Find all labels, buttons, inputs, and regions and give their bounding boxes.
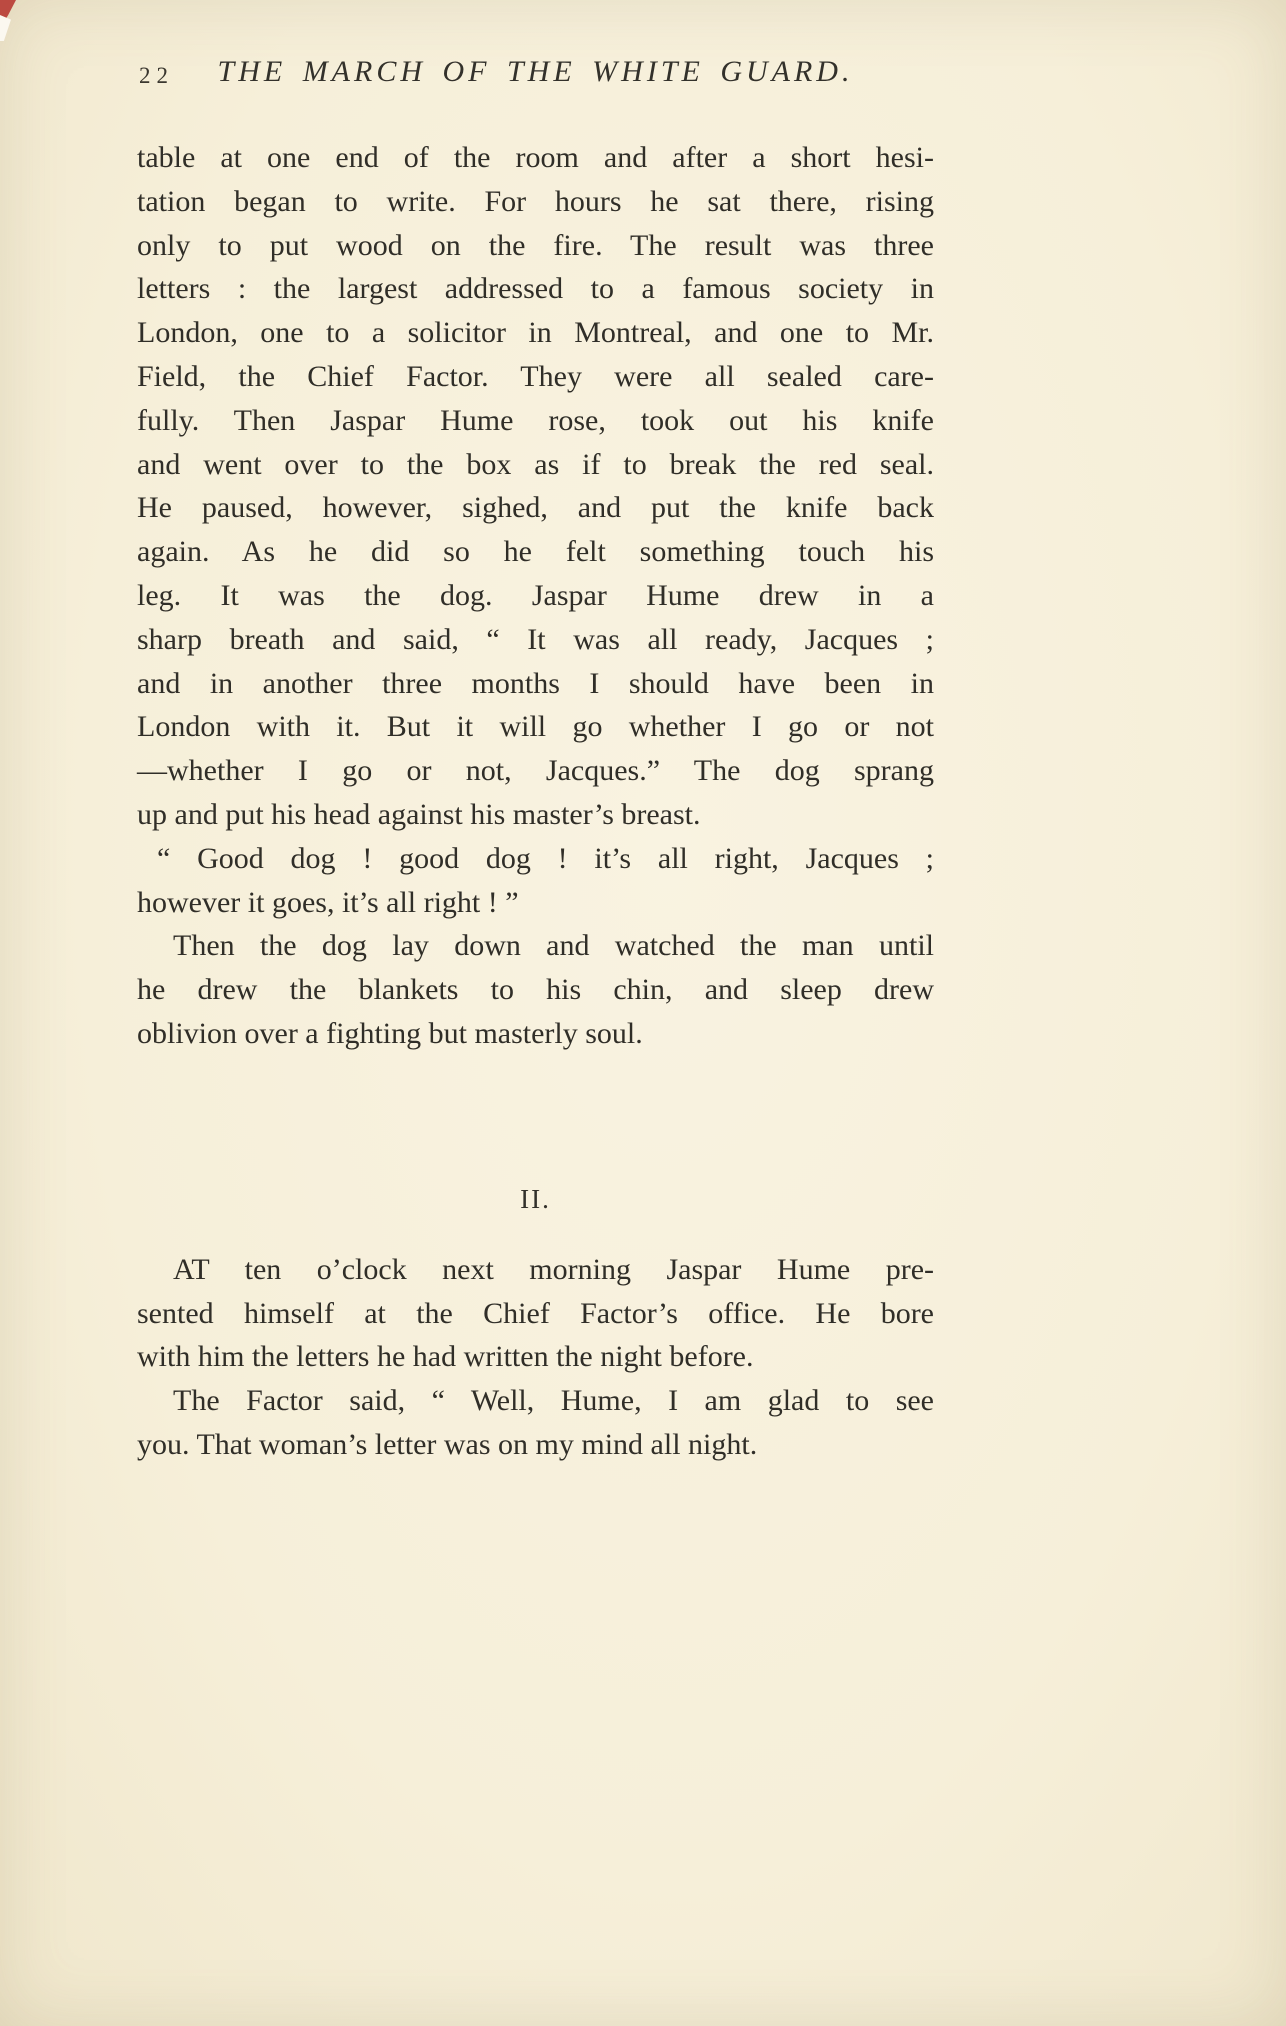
scan-corner-artifact (0, 0, 18, 44)
text-line: fully. Then Jaspar Hume rose, took out his knife (137, 403, 934, 437)
text-line: up and put his head against his master’s breast. (137, 797, 701, 831)
text-line: He paused, however, sighed, and put the knife back (137, 491, 934, 525)
text-line: tation began to write. For hours he sat there, rising (137, 184, 934, 218)
page-number: 22 (139, 63, 174, 88)
text-line: Field, the Chief Factor. They were all sealed care- (137, 359, 934, 393)
text-line: only to put wood on the fire. The result was three (137, 228, 934, 262)
page-header (137, 55, 934, 97)
paragraph-1 (137, 136, 934, 837)
text-line: again. As he did so he felt something touch his (137, 535, 934, 569)
paragraph-4 (137, 1248, 934, 1379)
text-line: you. That woman’s letter was on my mind all night. (137, 1427, 758, 1461)
text-line: AT ten o’clock next morning Jaspar Hume pre- (173, 1252, 934, 1286)
text-line: and went over to the box as if to break the red seal. (137, 447, 934, 481)
text-line: leg. It was the dog. Jaspar Hume drew in a (137, 578, 934, 612)
paragraph-3 (137, 924, 934, 1055)
scan-artifact-white (0, 15, 11, 41)
text-line: The Factor said, “ Well, Hume, I am glad to see (173, 1384, 934, 1418)
running-title: THE MARCH OF THE WHITE GUARD. (217, 55, 854, 88)
text-line: table at one end of the room and after a short hesi- (137, 141, 934, 174)
text-line: sented himself at the Chief Factor’s office. He bore (137, 1296, 934, 1330)
text-line: letters : the largest addressed to a famous society in (137, 272, 934, 306)
section-heading: II. (520, 1183, 551, 1214)
text-line: Then the dog lay down and watched the man until (173, 929, 934, 963)
text-line: he drew the blankets to his chin, and sleep drew (137, 973, 934, 1007)
paragraph-2 (137, 837, 934, 925)
text-line: —whether I go or not, Jacques.” The dog sprang (137, 754, 934, 788)
text-line: London, one to a solicitor in Montreal, and one to Mr. (137, 316, 934, 350)
text-line: “ Good dog ! good dog ! it’s all right, Jacques ; (157, 841, 934, 875)
text-line: oblivion over a fighting but masterly soul. (137, 1016, 643, 1050)
text-line: sharp breath and said, “ It was all ready, Jacques ; (137, 622, 934, 656)
text-line: London with it. But it will go whether I go or not (137, 710, 934, 744)
paragraph-5 (137, 1379, 934, 1467)
text-line: however it goes, it’s all right ! ” (137, 885, 519, 919)
text-line: and in another three months I should have been in (137, 666, 934, 700)
text-line: with him the letters he had written the night before. (137, 1340, 754, 1374)
page-text (137, 136, 934, 1467)
